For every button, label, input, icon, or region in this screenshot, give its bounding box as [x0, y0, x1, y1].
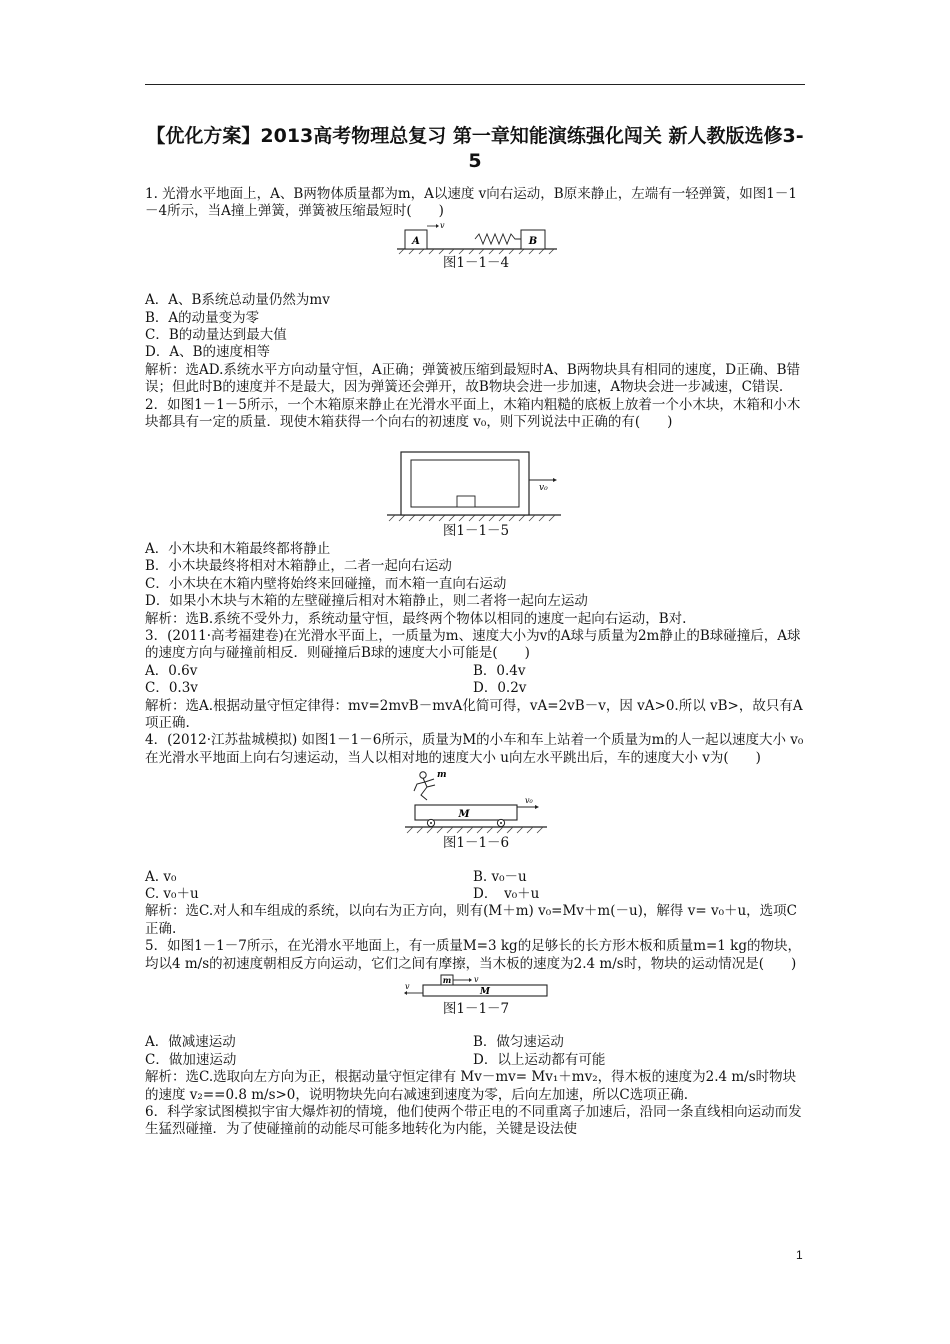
q3-option-a: A．0.6v	[145, 662, 198, 679]
block-a-label: A	[412, 235, 420, 247]
q4-option-d: D． v₀＋u	[473, 885, 540, 902]
board-velocity-label: v	[405, 982, 410, 991]
person	[414, 772, 435, 800]
q3-analysis: 解析：选A.根据动量守恒定律得：mv=2mvB－mvA化简可得，vA=2vB－v，因 vA>0.所以 vB>，故只有A项正确.	[145, 697, 803, 731]
figure-1-1-6	[401, 767, 551, 835]
caption-1-1-6: 图1－1－6	[442, 835, 510, 852]
q1-option-a: A．A、B系统总动量仍然为mv	[145, 292, 330, 309]
q2-option-b: B．小木块最终将相对木箱静止，二者一起向右运动	[145, 558, 452, 575]
caption-1-1-5: 图1－1－5	[442, 523, 510, 540]
block-label: m	[442, 975, 452, 985]
question-1-stem: 1. 光滑水平地面上，A、B两物体质量都为m，A以速度 v向右运动，B原来静止，左端有一轻弹簧，如图1－1－4所示，当A撞上弹簧，弹簧被压缩最短时( )	[145, 186, 797, 220]
q4-option-b: B. v₀－u	[473, 868, 527, 885]
q5-option-d: D．以上运动都有可能	[473, 1051, 606, 1068]
q3-option-c: C．0.3v	[145, 680, 198, 697]
velocity-label: v₀	[539, 483, 548, 494]
q4-option-a: A. v₀	[145, 868, 177, 885]
document-body	[145, 186, 807, 1139]
person-label: m	[437, 770, 447, 781]
q3-option-b: B．0.4v	[473, 662, 526, 679]
figure-1-1-4	[391, 221, 561, 255]
velocity-label: v	[440, 220, 445, 230]
q4-option-c: C. v₀＋u	[145, 885, 199, 902]
q1-option-b: B．A的动量变为零	[145, 309, 260, 326]
board-label: M	[480, 987, 490, 997]
q2-option-a: A．小木块和木箱最终都将静止	[145, 540, 331, 557]
page-number: 1	[796, 1248, 803, 1262]
caption-1-1-7: 图1－1－7	[442, 1001, 510, 1017]
header-rule	[145, 84, 805, 85]
q5-analysis: 解析：选C.选取向左方向为正，根据动量守恒定律有 Mv－mv= Mv₁＋mv₂，得木板的速度为2.4 m/s时物块的速度 v₂==0.8 m/s>0，说明物块先向右减速到速度为零，后向左加速，所以C选项正确.	[145, 1069, 797, 1103]
question-5-stem: 5．如图1－1－7所示，在光滑水平地面上，有一质量M=3 kg的足够长的长方形木板和质量m=1 kg的物块，均以4 m/s的初速度朝相反方向运动，它们之间有摩擦，当木板的速度为2.4 m/s时，物块的运动情况是( )	[145, 938, 802, 972]
block-b-label: B	[528, 235, 538, 247]
small-block	[457, 496, 475, 507]
q1-option-c: C．B的动量达到最大值	[145, 327, 287, 344]
question-3-stem: 3．(2011·高考福建卷)在光滑水平面上，一质量为m、速度大小为v的A球与质量为2m静止的B球碰撞后，A球的速度方向与碰撞前相反．则碰撞后B球的速度大小可能是( )	[145, 627, 801, 662]
q5-option-c: C．做加速运动	[145, 1051, 237, 1068]
q4-options-row-2	[145, 886, 807, 903]
q2-analysis: 解析：选B.系统不受外力，系统动量守恒，最终两个物体以相同的速度一起向右运动，B对.	[145, 610, 687, 627]
q4-analysis: 解析：选C.对人和车组成的系统，以向右为正方向，则有(M＋m) v₀=Mv＋m(－u)，解得 v= v₀＋u，选项C正确.	[145, 903, 798, 937]
q1-option-d: D．A、B的速度相等	[145, 344, 270, 361]
block-velocity-label: v	[474, 975, 479, 984]
velocity-label: v₀	[525, 796, 533, 806]
q5-option-b: B．做匀速运动	[473, 1034, 564, 1051]
figure-1-1-7	[401, 973, 551, 1001]
cart-label: M	[458, 809, 470, 821]
question-6-stem: 6．科学家试图模拟宇宙大爆炸初的情境，他们使两个带正电的不同重离子加速后，沿同一条直线相向运动而发生猛烈碰撞．为了使碰撞前的动能尽可能多地转化为内能，关键是设法使	[145, 1104, 802, 1138]
question-4-stem: 4．(2012·江苏盐城模拟) 如图1－1－6所示，质量为M的小车和车上站着一个质量为m的人一起以速度大小 v₀在光滑水平地面上向右匀速运动，当人以相对地的速度大小 u向左水平跳出后，车的速度大小 v为( )	[145, 732, 804, 766]
q1-analysis: 解析：选AD.系统水平方向动量守恒，A正确；弹簧被压缩到最短时A、B两物块具有相同的速度，D正确、B错误；但此时B的速度并不是最大，因为弹簧还会弹开，故B物块会进一步加速，A物块会进一步减速，C错误.	[145, 361, 801, 396]
caption-1-1-4: 图1－1－4	[442, 254, 510, 271]
q3-option-d: D．0.2v	[473, 680, 527, 697]
q5-options-row-2	[145, 1052, 807, 1069]
spring	[475, 234, 521, 244]
q5-option-a: A．做减速运动	[145, 1034, 236, 1051]
figure-1-1-5	[381, 447, 571, 523]
q3-options-row-1	[145, 663, 807, 680]
q2-option-c: C．小木块在木箱内壁将始终来回碰撞，而木箱一直向右运动	[145, 575, 507, 592]
page-title: 【优化方案】2013高考物理总复习 第一章知能演练强化闯关 新人教版选修3-5	[146, 125, 804, 172]
q4-options-row-1	[145, 869, 807, 886]
question-2-stem: 2．如图1－1－5所示，一个木箱原来静止在光滑水平面上，木箱内粗糙的底板上放着一个小木块，木箱和小木块都具有一定的质量．现使木箱获得一个向右的初速度 v₀，则下列说法中正确的有( )	[145, 396, 801, 431]
q5-options-row-1	[145, 1034, 807, 1051]
q3-options-row-2	[145, 680, 807, 697]
q2-option-d: D．如果小木块与木箱的左壁碰撞后相对木箱静止，则二者将一起向左运动	[145, 593, 588, 610]
